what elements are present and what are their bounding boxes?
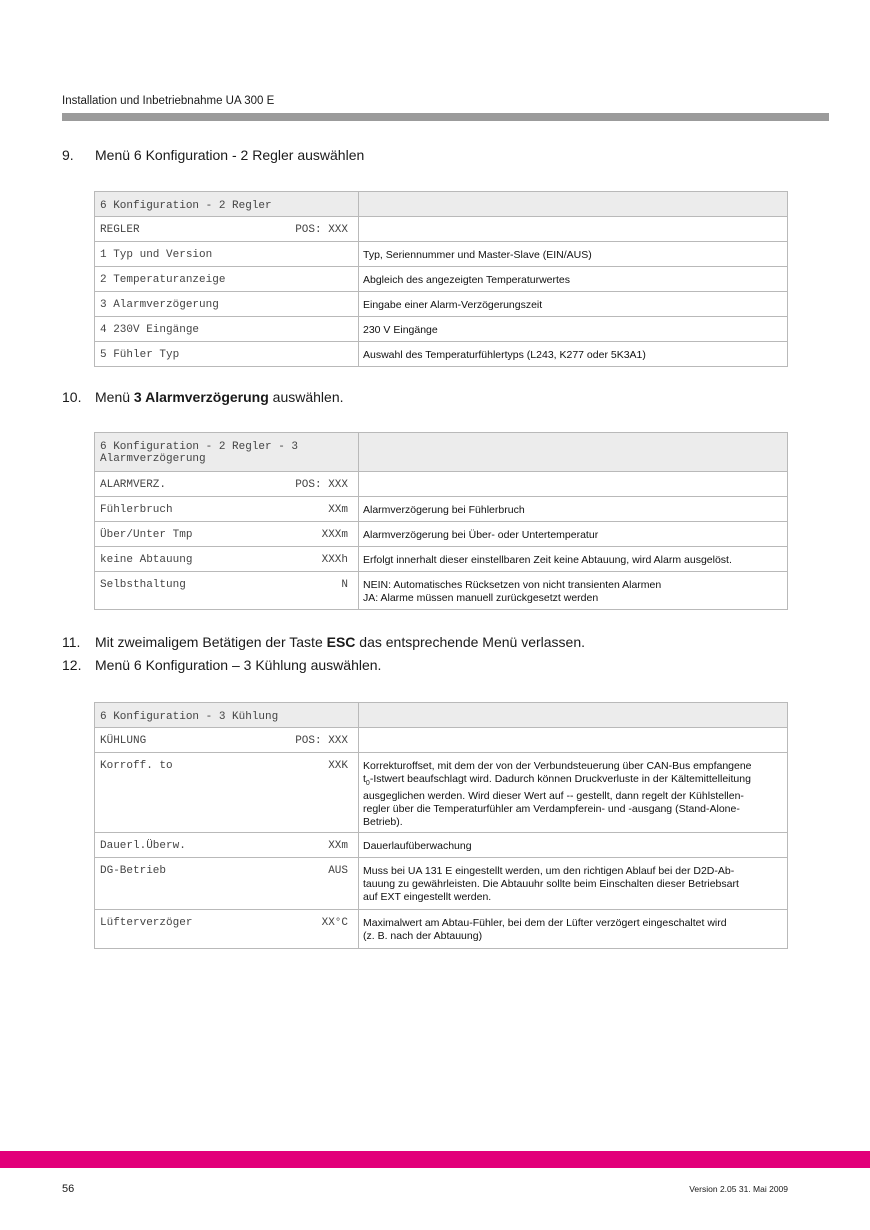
param-desc-line: Muss bei UA 131 E eingestellt werden, um den richtigen Ablauf bei der D2D-Ab- xyxy=(363,865,735,878)
step-number: 9. xyxy=(62,147,74,163)
step-10 xyxy=(62,389,344,405)
menu-table-kuehlung xyxy=(94,702,788,949)
step-text: auswählen. xyxy=(268,389,344,405)
version-info: Version 2.05 31. Mai 2009 xyxy=(689,1184,788,1194)
step-text: das entsprechende Menü verlassen. xyxy=(355,634,586,650)
param-desc xyxy=(359,572,788,610)
param-desc-line xyxy=(363,773,781,790)
param-desc: Alarmverzögerung bei Fühlerbruch xyxy=(359,497,788,522)
page-number: 56 xyxy=(62,1183,75,1195)
param-label: 5 Fühler Typ xyxy=(100,349,180,361)
step-text-bold: 3 Alarmverzögerung xyxy=(133,389,269,405)
table-row xyxy=(95,292,788,317)
param-value: XXK xyxy=(328,760,348,772)
table-header-row xyxy=(95,192,788,217)
param-desc-line: (z. B. nach der Abtauung) xyxy=(363,930,483,943)
footer-bar xyxy=(0,1151,870,1168)
param-desc: Typ, Seriennummer und Master-Slave (EIN/AUS) xyxy=(359,242,788,267)
param-label: Selbsthaltung xyxy=(100,579,186,591)
param-desc-text: -Istwert beaufschlagt wird. Dadurch können Druckverluste in der Kältemittelleitung xyxy=(369,773,751,785)
param-desc-line: Maximalwert am Abtau-Fühler, bei dem der Lüfter verzögert eingeschaltet wird xyxy=(363,917,727,930)
param-desc: Eingabe einer Alarm-Verzögerungszeit xyxy=(359,292,788,317)
param-desc: 230 V Eingänge xyxy=(359,317,788,342)
menu-header-desc xyxy=(359,703,788,728)
table-row xyxy=(95,753,788,833)
table-header-row xyxy=(95,703,788,728)
running-header: Installation und Inbetriebnahme UA 300 E xyxy=(62,95,275,107)
param-desc xyxy=(359,753,788,833)
table-row xyxy=(95,267,788,292)
step-text: Menü 6 Konfiguration - 2 Regler auswählen xyxy=(95,147,365,163)
param-desc-line: Korrekturoffset, mit dem der von der Verbundsteuerung über CAN-Bus empfangene xyxy=(363,760,752,772)
step-11 xyxy=(62,634,585,650)
param-label: 2 Temperaturanzeige xyxy=(100,274,226,286)
param-value: XX°C xyxy=(321,917,348,930)
step-text: Menü xyxy=(95,389,134,405)
table-row xyxy=(95,910,788,949)
step-text: Menü 6 Konfiguration – 3 Kühlung auswählen. xyxy=(95,657,382,673)
step-12 xyxy=(62,657,381,673)
param-value: POS: XXX xyxy=(295,479,348,491)
param-desc xyxy=(359,472,788,497)
param-desc-line: regler über die Temperaturfühler am Verdampferein- und -ausgang (Stand-Alone- xyxy=(363,803,740,816)
param-value: POS: XXX xyxy=(295,735,348,747)
table-row xyxy=(95,547,788,572)
param-desc xyxy=(359,858,788,910)
menu-header: 6 Konfiguration - 3 Kühlung xyxy=(95,703,359,728)
param-desc: Erfolgt innerhalt dieser einstellbaren Zeit keine Abtauung, wird Alarm ausgelöst. xyxy=(359,547,788,572)
param-label: KÜHLUNG xyxy=(100,735,147,747)
table-row xyxy=(95,858,788,910)
param-desc: Alarmverzögerung bei Über- oder Untertemperatur xyxy=(359,522,788,547)
menu-table-regler xyxy=(94,191,788,367)
param-value: POS: XXX xyxy=(295,224,348,236)
param-value: XXXm xyxy=(321,529,348,541)
param-label: Dauerl.Überw. xyxy=(100,840,186,853)
step-number: 11. xyxy=(62,634,81,650)
table-row xyxy=(95,833,788,858)
param-label: Lüfterverzöger xyxy=(100,917,193,930)
param-label: REGLER xyxy=(100,224,140,236)
param-label: Fühlerbruch xyxy=(100,504,173,516)
header-rule xyxy=(62,113,829,121)
table-row xyxy=(95,497,788,522)
param-value: XXm xyxy=(328,504,348,516)
menu-header: 6 Konfiguration - 2 Regler xyxy=(95,192,359,217)
menu-header-line: 6 Konfiguration - 2 Regler - 3 xyxy=(100,441,299,453)
table-row xyxy=(95,317,788,342)
param-value: XXm xyxy=(328,840,348,853)
param-desc: Abgleich des angezeigten Temperaturwertes xyxy=(359,267,788,292)
param-desc-subscript: 0 xyxy=(365,780,370,788)
param-desc-line: auf EXT eingestellt werden. xyxy=(363,891,492,904)
table-row xyxy=(95,522,788,547)
menu-table-alarmverzoegerung xyxy=(94,432,788,610)
param-desc-line: JA: Alarme müssen manuell zurückgesetzt werden xyxy=(363,592,599,604)
menu-header xyxy=(95,433,359,472)
param-desc xyxy=(359,910,788,949)
table-row xyxy=(95,728,788,753)
param-label: 4 230V Eingänge xyxy=(100,324,200,336)
table-header-row xyxy=(95,433,788,472)
menu-header-line: Alarmverzögerung xyxy=(100,453,206,465)
param-desc xyxy=(359,728,788,753)
param-desc-line: Betrieb). xyxy=(363,816,403,829)
param-label: 3 Alarmverzögerung xyxy=(100,299,219,311)
step-text-bold: ESC xyxy=(326,634,356,650)
param-desc: Auswahl des Temperaturfühlertyps (L243, K277 oder 5K3A1) xyxy=(359,342,788,367)
table-row xyxy=(95,472,788,497)
param-label: DG-Betrieb xyxy=(100,865,167,878)
table-row xyxy=(95,572,788,610)
param-desc-line: NEIN: Automatisches Rücksetzen von nicht transienten Alarmen xyxy=(363,579,662,591)
param-label: Über/Unter Tmp xyxy=(100,529,193,541)
param-desc xyxy=(359,217,788,242)
table-row xyxy=(95,217,788,242)
step-text: Mit zweimaligem Betätigen der Taste xyxy=(95,634,327,650)
param-desc-symbol: t xyxy=(363,773,366,785)
step-number: 10. xyxy=(62,389,82,405)
param-desc-line: ausgeglichen werden. Wird dieser Wert auf -- gestellt, dann regelt der Kühlstellen- xyxy=(363,790,744,803)
step-number: 12. xyxy=(62,657,82,673)
param-value: AUS xyxy=(328,865,348,878)
param-desc-line: tauung zu gewährleisten. Die Abtauuhr sollte beim Einschalten dieser Betriebsart xyxy=(363,878,739,891)
table-row xyxy=(95,242,788,267)
param-label: 1 Typ und Version xyxy=(100,249,213,261)
param-label: ALARMVERZ. xyxy=(100,479,167,491)
param-desc: Dauerlaufüberwachung xyxy=(359,833,788,858)
table-row xyxy=(95,342,788,367)
param-value: N xyxy=(341,579,348,591)
param-value: XXXh xyxy=(321,554,348,566)
step-9 xyxy=(62,147,364,163)
param-label: Korroff. to xyxy=(100,760,173,772)
menu-header-desc xyxy=(359,433,788,472)
menu-header-desc xyxy=(359,192,788,217)
param-label: keine Abtauung xyxy=(100,554,193,566)
